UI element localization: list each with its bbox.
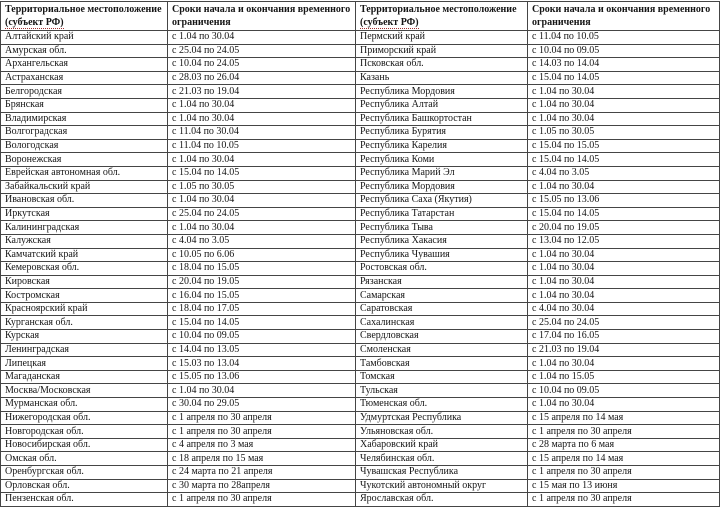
dates-cell: с 15.03 по 13.04 (168, 357, 356, 371)
region-cell: Москва/Московская (1, 384, 168, 398)
dates-cell: с 10.04 по 24.05 (168, 58, 356, 72)
region-cell: Псковская обл. (356, 58, 528, 72)
region-cell: Удмуртская Республика (356, 411, 528, 425)
dates-cell: с 1.04 по 30.04 (528, 398, 720, 412)
region-cell: Саратовская (356, 302, 528, 316)
dates-cell: с 25.04 по 24.05 (168, 207, 356, 221)
region-cell: Волгоградская (1, 126, 168, 140)
dates-cell: с 1.04 по 30.04 (528, 85, 720, 99)
region-cell: Республика Мордовия (356, 180, 528, 194)
region-cell: Брянская (1, 98, 168, 112)
dates-cell: с 28.03 по 26.04 (168, 71, 356, 85)
region-cell: Калужская (1, 234, 168, 248)
header-location-left (1, 2, 168, 31)
table-row (1, 71, 720, 85)
region-cell: Самарская (356, 289, 528, 303)
dates-cell: с 4.04 по 3.05 (528, 166, 720, 180)
dates-cell: с 14.03 по 14.04 (528, 58, 720, 72)
dates-cell: с 25.04 по 24.05 (168, 44, 356, 58)
region-cell: Ярославская обл. (356, 493, 528, 507)
dates-cell: с 24 марта по 21 апреля (168, 466, 356, 480)
region-cell: Смоленская (356, 343, 528, 357)
dates-cell: с 17.04 по 16.05 (528, 330, 720, 344)
region-cell: Калининградская (1, 221, 168, 235)
dates-cell: с 1.04 по 30.04 (528, 180, 720, 194)
table-row (1, 248, 720, 262)
dates-cell: с 10.04 по 09.05 (528, 384, 720, 398)
dates-cell: с 1.04 по 30.04 (528, 289, 720, 303)
region-cell: Республика Тыва (356, 221, 528, 235)
table-body (1, 31, 720, 507)
dates-cell: с 4.04 по 3.05 (168, 234, 356, 248)
dates-cell: с 18 апреля по 15 мая (168, 452, 356, 466)
table-row (1, 466, 720, 480)
dates-cell: с 15.04 по 14.05 (168, 166, 356, 180)
header-location-right-line2: (субъект РФ) (360, 17, 419, 28)
region-cell: Владимирская (1, 112, 168, 126)
table-row (1, 85, 720, 99)
region-cell: Ростовская обл. (356, 262, 528, 276)
region-cell: Иркутская (1, 207, 168, 221)
table-row (1, 330, 720, 344)
dates-cell: с 25.04 по 24.05 (528, 316, 720, 330)
dates-cell: с 1 апреля по 30 апреля (528, 466, 720, 480)
region-cell: Курская (1, 330, 168, 344)
region-cell: Чукотский автономный округ (356, 479, 528, 493)
dates-cell: с 15 мая по 13 июня (528, 479, 720, 493)
table-row (1, 384, 720, 398)
header-dates-right: Сроки начала и окончания временного ограничения (528, 2, 720, 31)
dates-cell: с 1.04 по 15.05 (528, 370, 720, 384)
table-row (1, 180, 720, 194)
dates-cell: с 1 апреля по 30 апреля (528, 493, 720, 507)
table-row (1, 139, 720, 153)
region-cell: Республика Саха (Якутия) (356, 194, 528, 208)
region-cell: Ленинградская (1, 343, 168, 357)
table-row (1, 289, 720, 303)
dates-cell: с 30.04 по 29.05 (168, 398, 356, 412)
table-row (1, 98, 720, 112)
dates-cell: с 15 апреля по 14 мая (528, 411, 720, 425)
dates-cell: с 10.04 по 09.05 (528, 44, 720, 58)
region-cell: Казань (356, 71, 528, 85)
dates-cell: с 16.04 по 15.05 (168, 289, 356, 303)
region-cell: Республика Хакасия (356, 234, 528, 248)
region-cell: Кировская (1, 275, 168, 289)
table-row (1, 153, 720, 167)
header-dates-left: Сроки начала и окончания временного ограничения (168, 2, 356, 31)
dates-cell: с 1.04 по 30.04 (168, 194, 356, 208)
region-cell: Рязанская (356, 275, 528, 289)
region-cell: Красноярский край (1, 302, 168, 316)
dates-cell: с 15.04 по 14.05 (528, 207, 720, 221)
dates-cell: с 1.04 по 30.04 (528, 98, 720, 112)
region-cell: Костромская (1, 289, 168, 303)
dates-cell: с 15.04 по 15.05 (528, 139, 720, 153)
header-location-left-line1: Территориальное местоположение (5, 4, 162, 15)
dates-cell: с 15 апреля по 14 мая (528, 452, 720, 466)
region-cell: Хабаровский край (356, 438, 528, 452)
region-cell: Орловская обл. (1, 479, 168, 493)
region-cell: Республика Марий Эл (356, 166, 528, 180)
table-row (1, 262, 720, 276)
dates-cell: с 1 апреля по 30 апреля (168, 411, 356, 425)
dates-cell: с 1.05 по 30.05 (168, 180, 356, 194)
dates-cell: с 18.04 по 17.05 (168, 302, 356, 316)
table-row (1, 207, 720, 221)
table-row (1, 425, 720, 439)
dates-cell: с 1.04 по 30.04 (168, 221, 356, 235)
dates-cell: с 1.04 по 30.04 (168, 112, 356, 126)
table-row (1, 58, 720, 72)
table-row (1, 112, 720, 126)
table-row (1, 221, 720, 235)
dates-cell: с 21.03 по 19.04 (528, 343, 720, 357)
dates-cell: с 1.04 по 30.04 (168, 153, 356, 167)
dates-cell: с 15.04 по 14.05 (528, 71, 720, 85)
region-cell: Забайкальский край (1, 180, 168, 194)
region-cell: Оренбургская обл. (1, 466, 168, 480)
region-cell: Нижегородская обл. (1, 411, 168, 425)
region-cell: Ульяновская обл. (356, 425, 528, 439)
table-row (1, 370, 720, 384)
region-cell: Сахалинская (356, 316, 528, 330)
table-row (1, 357, 720, 371)
table-row (1, 438, 720, 452)
dates-cell: с 1 апреля по 30 апреля (168, 493, 356, 507)
dates-cell: с 1.04 по 30.04 (528, 357, 720, 371)
region-cell: Пермский край (356, 31, 528, 45)
region-cell: Еврейская автономная обл. (1, 166, 168, 180)
table-row (1, 126, 720, 140)
dates-cell: с 1 апреля по 30 апреля (168, 425, 356, 439)
dates-cell: с 4.04 по 30.04 (528, 302, 720, 316)
region-cell: Липецкая (1, 357, 168, 371)
region-cell: Курганская обл. (1, 316, 168, 330)
table-row (1, 479, 720, 493)
region-cell: Камчатский край (1, 248, 168, 262)
region-cell: Пензенская обл. (1, 493, 168, 507)
dates-cell: с 21.03 по 19.04 (168, 85, 356, 99)
dates-cell: с 1.04 по 30.04 (168, 384, 356, 398)
region-cell: Алтайский край (1, 31, 168, 45)
dates-cell: с 1.04 по 30.04 (528, 112, 720, 126)
region-cell: Тюменская обл. (356, 398, 528, 412)
dates-cell: с 14.04 по 13.05 (168, 343, 356, 357)
dates-cell: с 1.05 по 30.05 (528, 126, 720, 140)
table-row (1, 398, 720, 412)
region-cell: Воронежская (1, 153, 168, 167)
dates-cell: с 20.04 по 19.05 (528, 221, 720, 235)
dates-cell: с 11.04 по 10.05 (528, 31, 720, 45)
table-row (1, 493, 720, 507)
region-cell: Республика Чувашия (356, 248, 528, 262)
table-row (1, 275, 720, 289)
dates-cell: с 13.04 по 12.05 (528, 234, 720, 248)
dates-cell: с 10.05 по 6.06 (168, 248, 356, 262)
region-cell: Республика Бурятия (356, 126, 528, 140)
table-row (1, 343, 720, 357)
table-row (1, 316, 720, 330)
dates-cell: с 1.04 по 30.04 (168, 31, 356, 45)
region-cell: Архангельская (1, 58, 168, 72)
region-cell: Астраханская (1, 71, 168, 85)
region-cell: Республика Алтай (356, 98, 528, 112)
dates-cell: с 20.04 по 19.05 (168, 275, 356, 289)
region-cell: Новосибирская обл. (1, 438, 168, 452)
dates-cell: с 1 апреля по 30 апреля (528, 425, 720, 439)
table-row (1, 411, 720, 425)
region-cell: Новгородская обл. (1, 425, 168, 439)
dates-cell: с 15.05 по 13.06 (168, 370, 356, 384)
dates-cell: с 15.04 по 14.05 (528, 153, 720, 167)
dates-cell: с 28 марта по 6 мая (528, 438, 720, 452)
region-cell: Свердловская (356, 330, 528, 344)
table-row (1, 31, 720, 45)
header-location-right-line1: Территориальное местоположение (360, 4, 517, 15)
region-cell: Чувашская Республика (356, 466, 528, 480)
dates-cell: с 1.04 по 30.04 (168, 98, 356, 112)
region-cell: Республика Карелия (356, 139, 528, 153)
dates-cell: с 4 апреля по 3 мая (168, 438, 356, 452)
dates-cell: с 11.04 по 10.05 (168, 139, 356, 153)
region-cell: Республика Коми (356, 153, 528, 167)
region-cell: Вологодская (1, 139, 168, 153)
dates-cell: с 11.04 по 30.04 (168, 126, 356, 140)
fishing-restrictions-table (0, 1, 720, 507)
table-row (1, 234, 720, 248)
dates-cell: с 18.04 по 15.05 (168, 262, 356, 276)
dates-cell: с 1.04 по 30.04 (528, 248, 720, 262)
region-cell: Томская (356, 370, 528, 384)
table-row (1, 166, 720, 180)
dates-cell: с 15.05 по 13.06 (528, 194, 720, 208)
region-cell: Республика Татарстан (356, 207, 528, 221)
dates-cell: с 10.04 по 09.05 (168, 330, 356, 344)
region-cell: Приморский край (356, 44, 528, 58)
header-location-left-line2: (субъект РФ) (5, 17, 64, 28)
table-row (1, 452, 720, 466)
region-cell: Республика Башкортостан (356, 112, 528, 126)
table-row (1, 44, 720, 58)
region-cell: Амурская обл. (1, 44, 168, 58)
dates-cell: с 1.04 по 30.04 (528, 275, 720, 289)
region-cell: Омская обл. (1, 452, 168, 466)
header-row (1, 2, 720, 31)
table-row (1, 194, 720, 208)
region-cell: Кемеровская обл. (1, 262, 168, 276)
region-cell: Ивановская обл. (1, 194, 168, 208)
region-cell: Магаданская (1, 370, 168, 384)
table-row (1, 302, 720, 316)
header-location-right (356, 2, 528, 31)
region-cell: Челябинская обл. (356, 452, 528, 466)
region-cell: Мурманская обл. (1, 398, 168, 412)
region-cell: Белгородская (1, 85, 168, 99)
region-cell: Республика Мордовия (356, 85, 528, 99)
dates-cell: с 1.04 по 30.04 (528, 262, 720, 276)
dates-cell: с 15.04 по 14.05 (168, 316, 356, 330)
region-cell: Тульская (356, 384, 528, 398)
region-cell: Тамбовская (356, 357, 528, 371)
dates-cell: с 30 марта по 28апреля (168, 479, 356, 493)
